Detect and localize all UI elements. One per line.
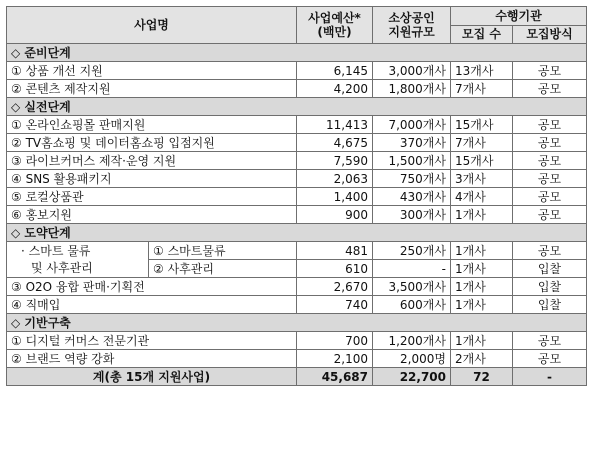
row-count: 1개사 bbox=[451, 260, 513, 278]
row-budget: 6,145 bbox=[297, 62, 373, 80]
table-row bbox=[7, 116, 587, 134]
row-scale: 2,000명 bbox=[373, 350, 451, 368]
table-row bbox=[7, 62, 587, 80]
row-count: 13개사 bbox=[451, 62, 513, 80]
row-name: ③ O2O 융합 판매·기획전 bbox=[7, 278, 297, 296]
row-method: 공모 bbox=[513, 350, 587, 368]
row-method: 입찰 bbox=[513, 260, 587, 278]
row-name: ① 스마트물류 bbox=[149, 242, 297, 260]
row-method: 공모 bbox=[513, 188, 587, 206]
row-name: ① 온라인쇼핑몰 판매지원 bbox=[7, 116, 297, 134]
row-scale: 3,500개사 bbox=[373, 278, 451, 296]
row-count: 4개사 bbox=[451, 188, 513, 206]
row-budget: 610 bbox=[297, 260, 373, 278]
stage-title: ◇ 도약단계 bbox=[7, 224, 587, 242]
row-budget: 11,413 bbox=[297, 116, 373, 134]
row-name: ④ SNS 활용패키지 bbox=[7, 170, 297, 188]
row-scale: 250개사 bbox=[373, 242, 451, 260]
row-count: 15개사 bbox=[451, 152, 513, 170]
row-count: 2개사 bbox=[451, 350, 513, 368]
row-method: 공모 bbox=[513, 152, 587, 170]
header-budget bbox=[297, 7, 373, 44]
row-count: 3개사 bbox=[451, 170, 513, 188]
row-count: 15개사 bbox=[451, 116, 513, 134]
row-count: 1개사 bbox=[451, 242, 513, 260]
table-row bbox=[7, 152, 587, 170]
stage-header-leap bbox=[7, 224, 587, 242]
table-row bbox=[7, 170, 587, 188]
row-name: ③ 라이브커머스 제작·운영 지원 bbox=[7, 152, 297, 170]
row-budget: 1,400 bbox=[297, 188, 373, 206]
stage-title: ◇ 기반구축 bbox=[7, 314, 587, 332]
row-name: ② 콘텐츠 제작지원 bbox=[7, 80, 297, 98]
row-method: 공모 bbox=[513, 170, 587, 188]
group-label-line1: · 스마트 물류 bbox=[7, 242, 149, 260]
row-count: 7개사 bbox=[451, 134, 513, 152]
row-method: 공모 bbox=[513, 62, 587, 80]
stage-header-infra bbox=[7, 314, 587, 332]
group-label-line2: 및 사후관리 bbox=[7, 260, 149, 278]
header-recruit-count: 모집 수 bbox=[451, 25, 513, 44]
total-label: 계(총 15개 지원사업) bbox=[7, 368, 297, 386]
total-budget: 45,687 bbox=[297, 368, 373, 386]
row-scale: 1,200개사 bbox=[373, 332, 451, 350]
row-method: 공모 bbox=[513, 116, 587, 134]
row-method: 입찰 bbox=[513, 278, 587, 296]
row-name: ① 디지털 커머스 전문기관 bbox=[7, 332, 297, 350]
row-budget: 7,590 bbox=[297, 152, 373, 170]
total-row bbox=[7, 368, 587, 386]
row-method: 공모 bbox=[513, 134, 587, 152]
table-row bbox=[7, 80, 587, 98]
row-budget: 4,200 bbox=[297, 80, 373, 98]
header-agency: 수행기관 bbox=[451, 7, 587, 26]
row-method: 공모 bbox=[513, 80, 587, 98]
header-support-scale bbox=[373, 7, 451, 44]
row-name: ② 사후관리 bbox=[149, 260, 297, 278]
table-row bbox=[7, 134, 587, 152]
row-name: ② TV홈쇼핑 및 데이터홈쇼핑 입점지원 bbox=[7, 134, 297, 152]
row-count: 1개사 bbox=[451, 278, 513, 296]
row-count: 1개사 bbox=[451, 332, 513, 350]
row-method: 입찰 bbox=[513, 296, 587, 314]
header-scale-text: 소상공인 지원규모 bbox=[388, 11, 435, 39]
row-scale: 3,000개사 bbox=[373, 62, 451, 80]
row-name: ⑥ 홍보지원 bbox=[7, 206, 297, 224]
row-budget: 4,675 bbox=[297, 134, 373, 152]
row-budget: 700 bbox=[297, 332, 373, 350]
table-row bbox=[7, 188, 587, 206]
table-row bbox=[7, 296, 587, 314]
table-row bbox=[7, 350, 587, 368]
row-scale: 1,800개사 bbox=[373, 80, 451, 98]
header-business-name: 사업명 bbox=[7, 7, 297, 44]
row-count: 1개사 bbox=[451, 296, 513, 314]
header-recruit-method: 모집방식 bbox=[513, 25, 587, 44]
row-scale: 370개사 bbox=[373, 134, 451, 152]
row-name: ④ 직매입 bbox=[7, 296, 297, 314]
row-name: ⑤ 로컬상품관 bbox=[7, 188, 297, 206]
row-scale: 600개사 bbox=[373, 296, 451, 314]
total-method: - bbox=[513, 368, 587, 386]
row-budget: 2,670 bbox=[297, 278, 373, 296]
row-name: ② 브랜드 역량 강화 bbox=[7, 350, 297, 368]
table-row bbox=[7, 206, 587, 224]
row-scale: 1,500개사 bbox=[373, 152, 451, 170]
budget-table-container bbox=[6, 6, 587, 386]
row-budget: 2,063 bbox=[297, 170, 373, 188]
stage-header-prep bbox=[7, 44, 587, 62]
row-budget: 481 bbox=[297, 242, 373, 260]
table-row bbox=[7, 332, 587, 350]
row-name: ① 상품 개선 지원 bbox=[7, 62, 297, 80]
stage-title: ◇ 실전단계 bbox=[7, 98, 587, 116]
total-scale: 22,700 bbox=[373, 368, 451, 386]
row-count: 1개사 bbox=[451, 206, 513, 224]
row-method: 공모 bbox=[513, 242, 587, 260]
total-count: 72 bbox=[451, 368, 513, 386]
row-scale: 750개사 bbox=[373, 170, 451, 188]
budget-table bbox=[6, 6, 587, 386]
table-row bbox=[7, 278, 587, 296]
header-budget-text: 사업예산* (백만) bbox=[308, 11, 361, 39]
row-budget: 740 bbox=[297, 296, 373, 314]
table-row bbox=[7, 242, 587, 260]
table-row bbox=[7, 260, 587, 278]
row-scale: 300개사 bbox=[373, 206, 451, 224]
row-budget: 900 bbox=[297, 206, 373, 224]
row-scale: 430개사 bbox=[373, 188, 451, 206]
row-method: 공모 bbox=[513, 332, 587, 350]
stage-header-practice bbox=[7, 98, 587, 116]
row-scale: 7,000개사 bbox=[373, 116, 451, 134]
row-budget: 2,100 bbox=[297, 350, 373, 368]
stage-title: ◇ 준비단계 bbox=[7, 44, 587, 62]
row-scale: - bbox=[373, 260, 451, 278]
row-count: 7개사 bbox=[451, 80, 513, 98]
row-method: 공모 bbox=[513, 206, 587, 224]
